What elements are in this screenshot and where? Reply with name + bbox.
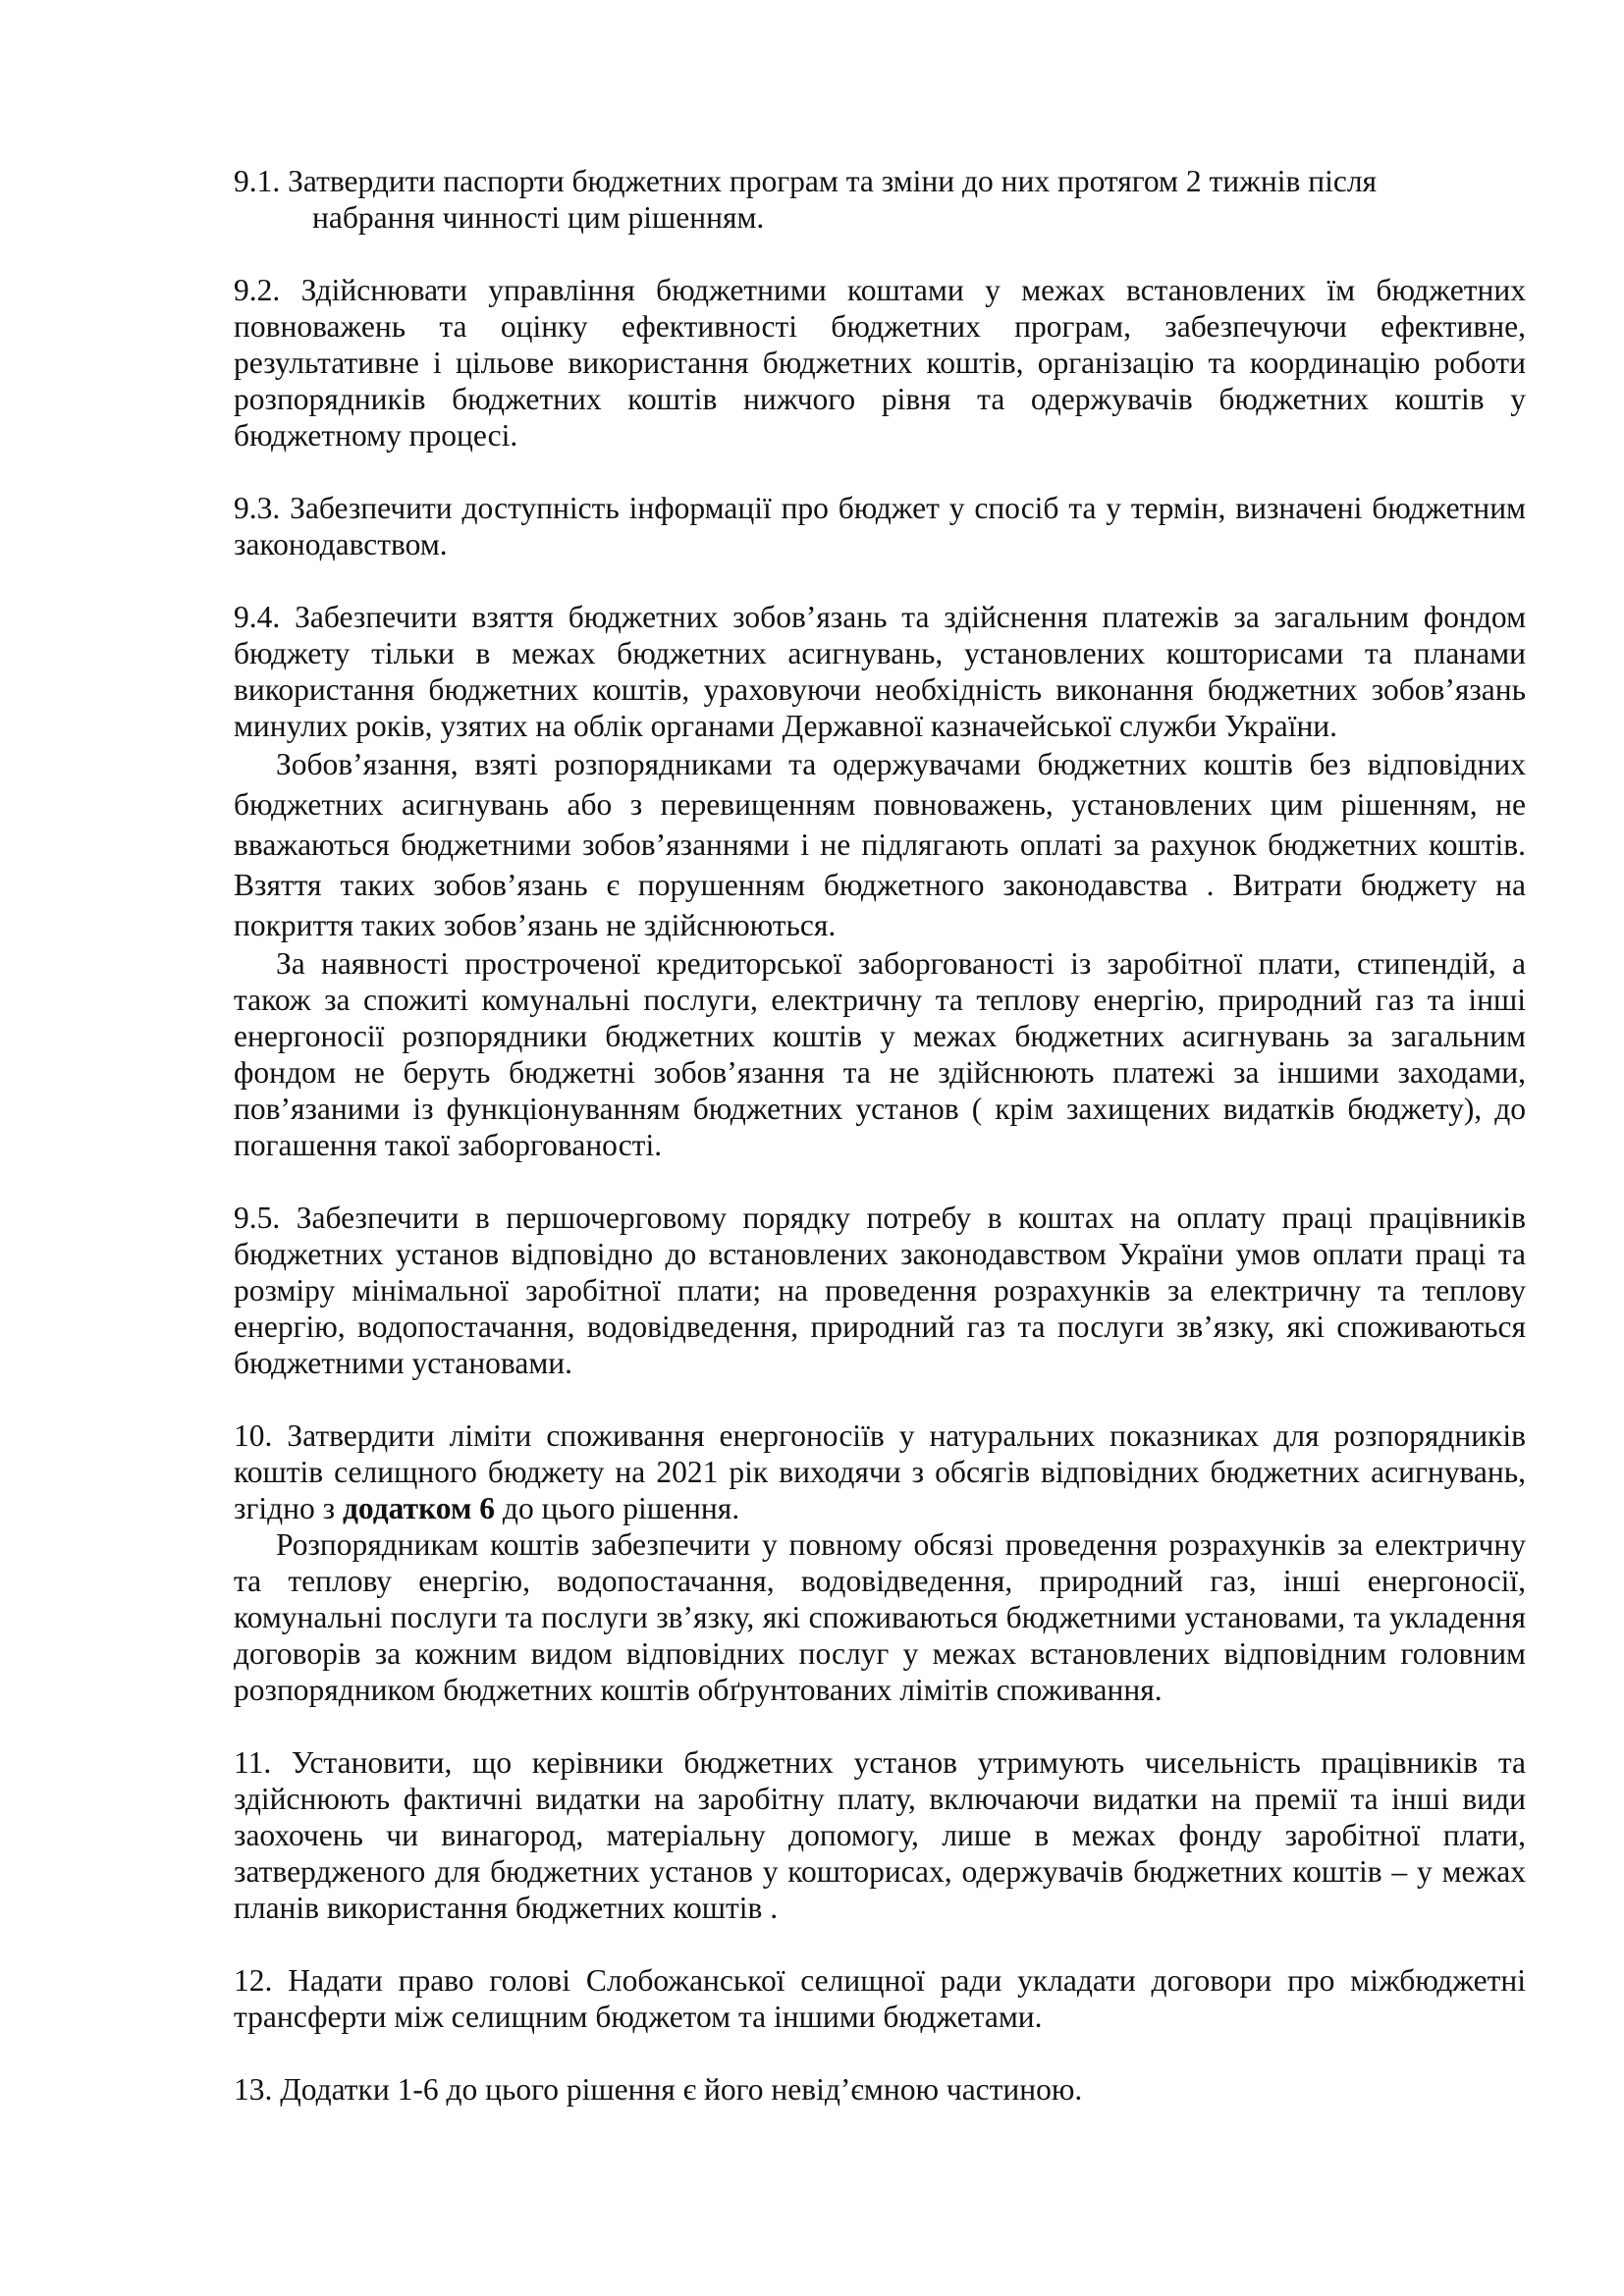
paragraph-9-5: 9.5. Забезпечити в першочерговому порядку потребу в коштах на оплату праці працівників бюджетних установ відповідно до встановлених законодавством України умов оплати праці та розміру мінімальної заробітної плати; на проведення розрахунків за електричну та теплову енергію, водопостачання, водовідведення, природний газ та послуги зв’язку, які споживаються бюджетними установами. <box>234 1201 1526 1380</box>
paragraph-9-2: 9.2. Здійснювати управління бюджетними коштами у межах встановлених їм бюджетних повноважень та оцінку ефективності бюджетних програм, забезпечуючи ефективне, результативне і цільове використання бюджетних коштів, організацію та координацію роботи розпорядників бюджетних коштів нижчого рівня та одержувачів бюджетних коштів у бюджетному процесі. <box>234 273 1526 453</box>
paragraph-10 <box>234 1417 1526 1526</box>
paragraph-9-1-line-1: 9.1. Затвердити паспорти бюджетних програм та зміни до них протягом 2 тижнів після <box>234 164 1378 198</box>
paragraph-9-1 <box>234 163 1526 236</box>
paragraph-9-1-line-2: набрання чинності цим рішенням. <box>312 200 765 235</box>
paragraph-10-text: 10. Затвердити ліміти споживання енергоносіїв у натуральних показниках для розпорядників коштів селищного бюджету на 2021 рік виходячи з обсягів відповідних бюджетних асигнувань, згідно з <box>234 1418 1526 1525</box>
paragraph-9-4-arrears: За наявності простроченої кредиторської заборгованості із заробітної плати, стипендій, а також за спожиті комунальні послуги, електричну та теплову енергію, природний газ та інші енергоносії розпорядники бюджетних коштів у межах бюджетних асигнувань за загальним фондом не беруть бюджетні зобов’язання та не здійснюють платежі за іншими заходами, пов’язаними із функціонуванням бюджетних установ ( крім захищених видатків бюджету), до погашення такої заборгованості. <box>234 946 1526 1162</box>
document-body <box>234 163 1526 2108</box>
paragraph-9-4: 9.4. Забезпечити взяття бюджетних зобов’язань та здійснення платежів за загальним фондом бюджету тільки в межах бюджетних асигнувань, установлених кошторисами та планами використання бюджетних коштів, ураховуючи необхідність виконання бюджетних зобов’язань минулих років, узятих на облік органами Державної казначейської служби України. <box>234 600 1526 743</box>
paragraph-10-text-end: до цього рішення. <box>495 1491 740 1525</box>
paragraph-11: 11. Установити, що керівники бюджетних установ утримують чисельність працівників та здійснюють фактичні видатки на заробітну плату, включаючи видатки на премії та інші види заохочень чи винагород, матеріальну допомогу, лише в межах фонду заробітної плати, затвердженого для бюджетних установ у кошторисах, одержувачів бюджетних коштів – у межах планів використання бюджетних коштів . <box>234 1745 1526 1925</box>
paragraph-10-managers: Розпорядникам коштів забезпечити у повному обсязі проведення розрахунків за електричну та теплову енергію, водопостачання, водовідведення, природний газ, інші енергоносії, комунальні послуги та послуги зв’язку, які споживаються бюджетними установами, та укладення договорів за кожним видом відповідних послуг у межах встановлених відповідним головним розпорядником бюджетних коштів обґрунтованих лімітів споживання. <box>234 1527 1526 1707</box>
paragraph-12: 12. Надати право голові Слобожанської селищної ради укладати договори про міжбюджетні трансферти між селищним бюджетом та іншими бюджетами. <box>234 1963 1526 2034</box>
paragraph-10-bold-reference: додатком 6 <box>342 1491 496 1525</box>
paragraph-9-4-obligations: Зобов’язання, взяті розпорядниками та одержувачами бюджетних коштів без відповідних бюджетних асигнувань або з перевищенням повноважень, установлених цим рішенням, не вважаються бюджетними зобов’язаннями і не підлягають оплаті за рахунок бюджетних коштів. Взяття таких зобов’язань є порушенням бюджетного законодавства . Витрати бюджету на покриття таких зобов’язань не здійснюються. <box>234 747 1526 942</box>
paragraph-13: 13. Додатки 1-6 до цього рішення є його невід’ємною частиною. <box>234 2072 1083 2107</box>
paragraph-9-3: 9.3. Забезпечити доступність інформації про бюджет у спосіб та у термін, визначені бюджетним законодавством. <box>234 491 1526 561</box>
